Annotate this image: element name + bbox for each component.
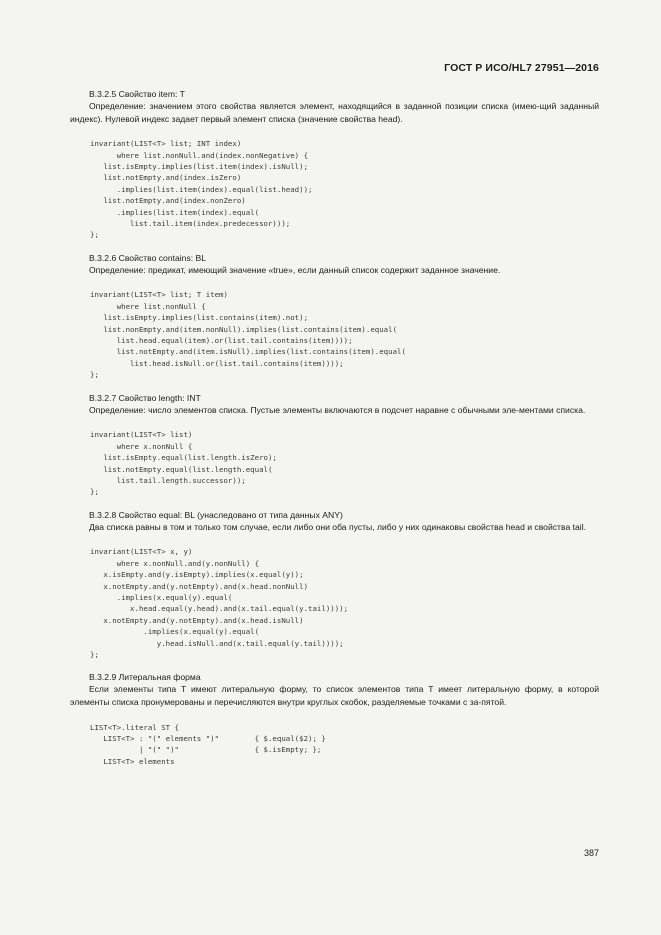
section-paragraph: Если элементы типа T имеют литеральную форму, то список элементов типа T имеет литеральную форму, в которой элементы списка пронумерованы и перечисляются внутри круглых скобок, разделяемые точками с за-пятой. <box>70 684 599 707</box>
page-content <box>70 88 599 767</box>
code-block: invariant(LIST<T> list) where x.nonNull { list.isEmpty.equal(list.length.isZero); list.notEmpty.equal(list.length.equal( list.tail.length.successor)); }; <box>90 430 277 497</box>
section-paragraph: Определение: значением этого свойства является элемент, находящийся в заданной позиции списка (имею-щий заданный индекс). Нулевой индекс задает первый элемент списка (значение свойства head). <box>70 101 599 124</box>
section-title: B.3.2.8 Свойство equal: BL (унаследовано от типа данных ANY) <box>89 509 343 520</box>
document-header: ГОСТ Р ИСО/HL7 27951—2016 <box>444 62 599 74</box>
code-block: LIST<T>.literal ST { LIST<T> : "(" elements ")" { $.equal($2); } | "(" ")" { $.isEmpty; }; LIST<T> elements <box>90 722 326 766</box>
section-length <box>70 392 599 498</box>
section-paragraph: Определение: число элементов списка. Пустые элементы включаются в подсчет наравне с обычными эле-ментами списка. <box>89 404 586 415</box>
section-paragraph: Два списка равны в том и только том случае, если либо они оба пусты, либо у них одинаковы свойства head и свойства tail. <box>89 521 587 532</box>
section-equal <box>70 509 599 661</box>
section-item <box>70 88 599 241</box>
section-contains <box>70 252 599 381</box>
section-title: B.3.2.6 Свойство contains: BL <box>89 252 207 263</box>
code-block: invariant(LIST<T> list; T item) where list.nonNull { list.isEmpty.implies(list.contains(item).not); list.nonEmpty.and(item.nonNull).implies(list.contains(item).equal( list.head.equal(item).or(list.tail.contains(item)))); list.notEmpty.and(item.isNull).implies(list.contains(item).equal( list.head.isNull.or(list.tail.contains(item)))); }; <box>90 290 406 380</box>
section-title: B.3.2.7 Свойство length: INT <box>89 392 201 403</box>
page-number: 387 <box>583 848 599 858</box>
code-block: invariant(LIST<T> x, y) where x.nonNull.and(y.nonNull) { x.isEmpty.and(y.isEmpty).implies(x.equal(y)); x.notEmpty.and(y.notEmpty).and(x.head.nonNull) .implies(x.equal(y).equal( x.head.equal(y.head).and(x.tail.equal(y.tail)))); x.notEmpty.and(y.notEmpty).and(x.head.isNull) .implies(x.equal(y).equal( y.head.isNull.and(x.tail.equal(y.tail)))); }; <box>90 547 349 659</box>
section-title: B.3.2.9 Литеральная форма <box>89 672 201 683</box>
section-title: B.3.2.5 Свойство item: T <box>89 89 185 99</box>
section-literal <box>70 671 599 767</box>
section-paragraph: Определение: предикат, имеющий значение «true», если данный список содержит заданное значение. <box>89 264 501 275</box>
code-block: invariant(LIST<T> list; INT index) where list.nonNull.and(index.nonNegative) { list.isEmpty.implies(list.item(index).isNull); list.notEmpty.and(index.isZero) .implies(list.item(index).equal(list.head)); list.notEmpty.and(index.nonZero) .implies(list.item(index).equal( list.tail.item(index.predecessor))); }; <box>90 139 313 240</box>
